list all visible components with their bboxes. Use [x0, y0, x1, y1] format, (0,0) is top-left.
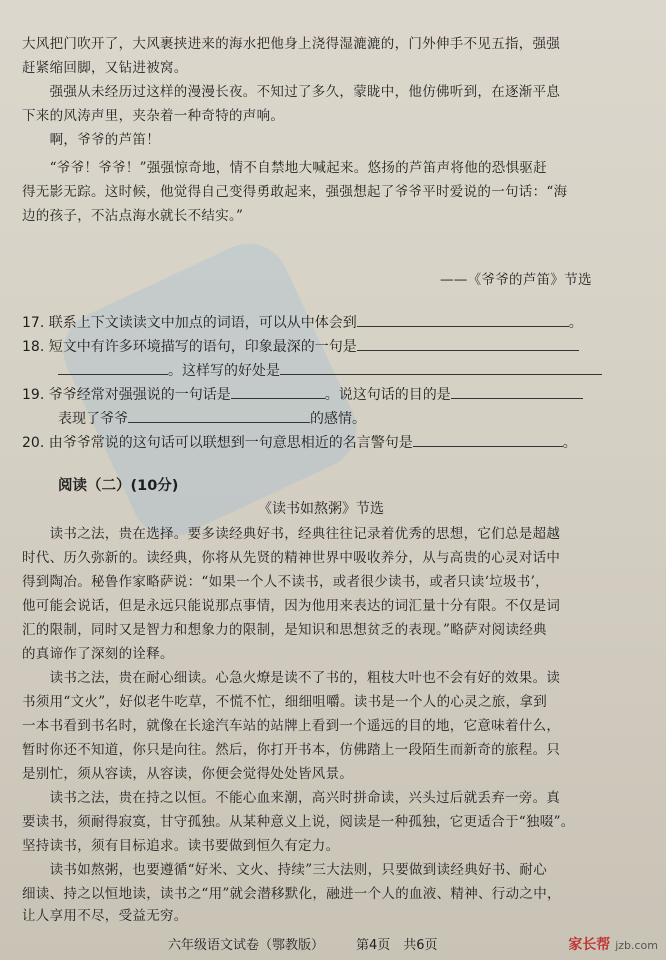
answer-blank[interactable]: [451, 384, 583, 399]
logo-domain: jzb.com: [615, 939, 658, 952]
passage-line: 读书之法，贵在持之以恒。不能心血来潮，高兴时拼命读，兴头过后就丢弃一旁。真: [22, 790, 561, 806]
question-18-text: 18. 短文中有许多环境描写的语句，印象最深的一句是: [22, 339, 357, 355]
footer-exam-name: 六年级语文试卷（鄂教版）: [168, 938, 325, 953]
passage-line: 时代、历久弥新的。读经典，你将从先贤的精神世界中吸收养分，从与高贵的心灵对话中: [22, 550, 561, 566]
story-line: “爷爷！爷爷！”强强惊奇地，情不自禁地大喊起来。悠扬的芦笛声将他的恐惧驱赶: [22, 160, 548, 176]
passage-line: 让人享用不尽，受益无穷。: [22, 908, 188, 924]
passage-line: 汇的限制，同时又是智力和想象力的限制，是知识和思想贫乏的表现。”略萨对阅读经典: [22, 622, 547, 638]
answer-blank[interactable]: [357, 336, 579, 351]
passage-line: 的真谛作了深刻的诠释。: [22, 646, 174, 662]
question-20-text: 20. 由爷爷常说的这句话可以联想到一句意思相近的名言警句是: [22, 435, 413, 451]
question-19-text: 19. 爷爷经常对强强说的一句话是: [22, 387, 231, 403]
answer-blank[interactable]: [128, 408, 310, 423]
question-18: [22, 336, 579, 357]
answer-blank[interactable]: [413, 432, 563, 447]
question-19-text-4: 的感情。: [310, 411, 366, 427]
story-line: 赶紧缩回脚，又钻进被窝。: [22, 60, 188, 76]
passage-line: 得到陶冶。秘鲁作家略萨说：“如果一个人不读书，或者很少读书，或者只读‘垃圾书’，: [22, 574, 549, 590]
story-line: 边的孩子，不沾点海水就长不结实。”: [22, 208, 244, 224]
passage-line: 读书之法，贵在耐心细读。心急火燎是读不了书的，粗枝大叶也不会有好的效果。读: [22, 670, 561, 686]
question-19-text-3: 表现了爷爷: [58, 411, 128, 427]
question-19-cont: [58, 408, 366, 429]
passage-line: 他可能会说话，但是永远只能说那点事情，因为他用来表达的词汇量十分有限。不仅是词: [22, 598, 561, 614]
passage-line: 书须用“文火”，好似老牛吃草，不慌不忙，细细咀嚼。读书是一个人的心灵之旅，拿到: [22, 694, 548, 710]
question-19-text-2: 。说这句话的目的是: [324, 387, 451, 403]
question-19: [22, 384, 583, 405]
period: 。: [562, 435, 577, 451]
passage-line: 暂时你还不知道，你只是向往。然后，你打开书本，仿佛踏上一段陌生而新奇的旅程。只: [22, 742, 561, 758]
story-line: 下来的风涛声里，夹杂着一种奇特的声响。: [22, 108, 285, 124]
question-18-text-2: 。这样写的好处是: [168, 363, 280, 379]
answer-blank[interactable]: [58, 360, 168, 375]
passage-line: 坚持读书，须有目标追求。读书要做到恒久有定力。: [22, 838, 340, 854]
passage-line: 是别忙，须从容读，从容读，你便会觉得处处皆风景。: [22, 766, 354, 782]
answer-blank[interactable]: [357, 312, 569, 327]
site-logo: [568, 934, 658, 954]
answer-blank[interactable]: [231, 384, 325, 399]
story-line: 强强从未经历过这样的漫漫长夜。不知过了多久，蒙眬中，他仿佛听到，在逐渐平息: [22, 84, 561, 100]
passage-line: 读书之法，贵在选择。要多读经典好书，经典往往记录着优秀的思想，它们总是超越: [22, 526, 561, 542]
passage-title: 《读书如熬粥》节选: [258, 501, 384, 517]
story-line: 大风把门吹开了，大风裹挟进来的海水把他身上浇得湿漉漉的，门外伸手不见五指，强强: [22, 36, 561, 52]
section-heading: 阅读（二）(10分): [58, 478, 179, 494]
story-source: ——《爷爷的芦笛》节选: [440, 272, 592, 288]
question-18-cont: [58, 360, 602, 381]
footer-page-number: 第4页 共6页: [356, 938, 438, 953]
question-17-text: 17. 联系上下文读读文中加点的词语，可以从中体会到: [22, 315, 357, 331]
answer-blank[interactable]: [280, 360, 602, 375]
story-line: 得无影无踪。这时候，他觉得自己变得勇敢起来，强强想起了爷爷平时爱说的一句话：“海: [22, 184, 568, 200]
passage-line: 读书如熬粥，也要遵循“好米、文火、持续”三大法则，只要做到读经典好书、耐心: [22, 862, 548, 878]
story-line: 啊，爷爷的芦笛！: [22, 132, 160, 148]
period: 。: [568, 315, 583, 331]
question-17: [22, 312, 583, 333]
passage-line: 一本书看到书名时，就像在长途汽车站的站牌上看到一个遥远的目的地，它意味着什么，: [22, 718, 561, 734]
passage-line: 要读书，须耐得寂寞，甘守孤独。从某种意义上说，阅读是一种孤独，它更适合于“独啜”。: [22, 814, 575, 830]
logo-brand: 家长帮: [568, 937, 611, 953]
passage-line: 细读、持之以恒地读，读书之“用”就会潜移默化，融进一个人的血液、精神、行动之中，: [22, 886, 561, 902]
question-20: [22, 432, 577, 453]
